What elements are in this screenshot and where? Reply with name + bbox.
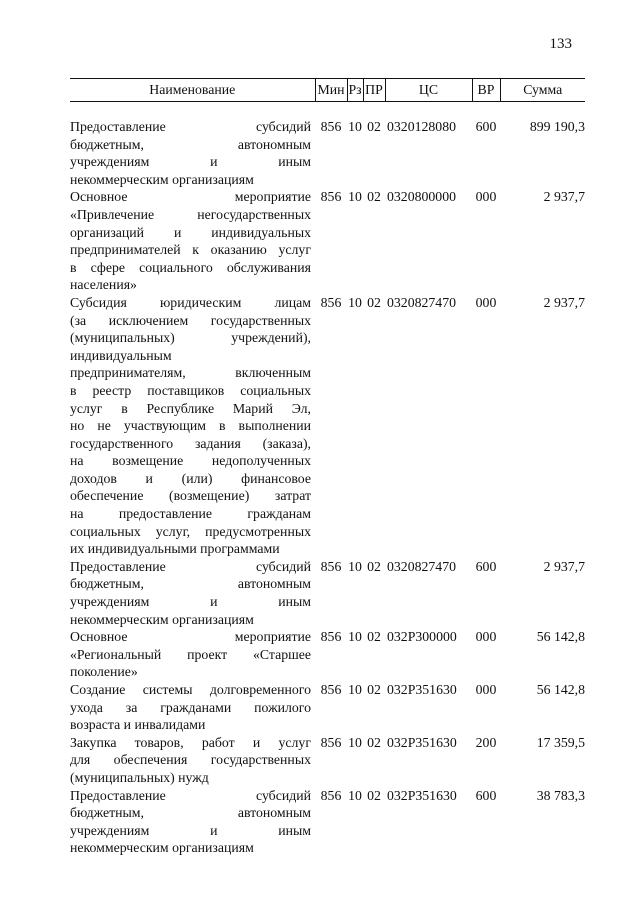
column-header-min: Мин bbox=[315, 79, 347, 102]
row-cs: 0320827470 bbox=[387, 558, 456, 574]
row-name bbox=[70, 294, 315, 558]
row-name bbox=[70, 734, 315, 787]
row-name-line: индивидуальным bbox=[70, 347, 172, 363]
column-header-pr: ПР bbox=[363, 79, 385, 102]
row-name-line: социальных услуг, предусмотренных bbox=[70, 523, 311, 539]
row-rz: 10 bbox=[348, 787, 362, 803]
row-name-line: «Привлечение негосударственных bbox=[70, 206, 311, 222]
row-vr: 600 bbox=[475, 787, 497, 803]
row-name-line: Создание системы долговременного bbox=[70, 682, 311, 697]
table-row bbox=[70, 628, 585, 681]
table-row bbox=[70, 681, 585, 734]
row-name-line: для обеспечения государственных bbox=[70, 752, 311, 768]
row-name-line: «Региональный проект «Старшее bbox=[70, 646, 311, 662]
row-sum: 2 937,7 bbox=[543, 558, 585, 574]
header-spacer bbox=[70, 102, 585, 119]
row-pr: 02 bbox=[367, 629, 381, 645]
row-name-line: услуг в Республике Марий Эл, bbox=[70, 400, 311, 416]
row-name-line: (за исключением государственных bbox=[70, 312, 311, 328]
row-vr: 000 bbox=[475, 189, 497, 205]
table-header bbox=[70, 79, 585, 102]
row-name-line: бюджетным, автономным bbox=[70, 805, 311, 821]
column-header-sum: Сумма bbox=[500, 79, 585, 102]
row-min: 856 bbox=[320, 558, 342, 574]
table-row bbox=[70, 787, 585, 857]
row-name-line: населения» bbox=[70, 277, 137, 293]
row-rz: 10 bbox=[348, 734, 362, 750]
row-name-line: возраста и инвалидами bbox=[70, 717, 206, 733]
row-sum: 56 142,8 bbox=[536, 629, 585, 645]
column-header-vr: ВР bbox=[472, 79, 500, 102]
row-name-line: государственного задания (заказа), bbox=[70, 435, 311, 451]
row-rz: 10 bbox=[348, 558, 362, 574]
row-sum: 38 783,3 bbox=[536, 787, 585, 803]
row-name-line: но не участвующим в выполнении bbox=[70, 418, 311, 434]
row-pr: 02 bbox=[367, 294, 381, 310]
row-vr: 600 bbox=[475, 558, 497, 574]
row-name-line: организаций и индивидуальных bbox=[70, 224, 311, 240]
row-name-line: некоммерческим организациям bbox=[70, 611, 254, 627]
table-row bbox=[70, 188, 585, 294]
row-name-line: в сфере социального обслуживания bbox=[70, 259, 311, 275]
row-name-line: некоммерческим организациям bbox=[70, 171, 254, 187]
row-name-line: Закупка товаров, работ и услуг bbox=[70, 734, 311, 750]
row-name-line: (муниципальных) нужд bbox=[70, 769, 209, 785]
table-row bbox=[70, 734, 585, 787]
row-name-line: бюджетным, автономным bbox=[70, 136, 311, 152]
row-name bbox=[70, 681, 315, 734]
row-sum: 17 359,5 bbox=[536, 734, 585, 750]
row-name-line: ухода за гражданами пожилого bbox=[70, 699, 311, 715]
row-name-line: предпринимателей к оказанию услуг bbox=[70, 242, 311, 258]
table-row bbox=[70, 294, 585, 558]
row-vr: 000 bbox=[475, 682, 497, 697]
row-name-line: на возмещение недополученных bbox=[70, 453, 311, 469]
row-vr: 200 bbox=[475, 734, 497, 750]
row-rz: 10 bbox=[348, 629, 362, 645]
row-vr: 000 bbox=[475, 294, 497, 310]
row-sum: 2 937,7 bbox=[543, 294, 585, 310]
row-name-line: поколение» bbox=[70, 664, 138, 680]
row-min: 856 bbox=[320, 629, 342, 645]
row-sum: 56 142,8 bbox=[536, 682, 585, 697]
page-number: 133 bbox=[549, 36, 572, 52]
row-name-line: учреждениям и иным bbox=[70, 154, 311, 170]
row-name bbox=[70, 118, 315, 188]
row-min: 856 bbox=[320, 682, 342, 697]
row-min: 856 bbox=[320, 189, 342, 205]
row-name-line: Субсидия юридическим лицам bbox=[70, 294, 311, 310]
row-rz: 10 bbox=[348, 682, 362, 697]
row-pr: 02 bbox=[367, 558, 381, 574]
row-rz: 10 bbox=[348, 119, 362, 134]
row-name bbox=[70, 628, 315, 681]
row-name-line: их индивидуальными программами bbox=[70, 541, 280, 557]
row-pr: 02 bbox=[367, 682, 381, 697]
table-row bbox=[70, 558, 585, 628]
row-name-line: бюджетным, автономным bbox=[70, 576, 311, 592]
row-sum: 899 190,3 bbox=[529, 119, 585, 134]
row-name-line: Предоставление субсидий bbox=[70, 558, 311, 574]
row-name bbox=[70, 558, 315, 628]
column-header-cs: ЦС bbox=[385, 79, 472, 102]
row-name-line: предпринимателям, включенным bbox=[70, 365, 311, 381]
row-cs: 0320827470 bbox=[387, 294, 456, 310]
row-pr: 02 bbox=[367, 787, 381, 803]
row-rz: 10 bbox=[348, 189, 362, 205]
table-row bbox=[70, 118, 585, 188]
row-cs: 0320128080 bbox=[387, 119, 456, 134]
column-header-name: Наименование bbox=[70, 79, 315, 102]
row-cs: 0320800000 bbox=[387, 189, 456, 205]
row-pr: 02 bbox=[367, 119, 381, 134]
row-min: 856 bbox=[320, 734, 342, 750]
row-vr: 000 bbox=[475, 629, 497, 645]
row-name bbox=[70, 787, 315, 857]
row-name-line: учреждениям и иным bbox=[70, 594, 311, 610]
column-header-rz: Рз bbox=[347, 79, 363, 102]
row-pr: 02 bbox=[367, 734, 381, 750]
row-name-line: обеспечение (возмещение) затрат bbox=[70, 488, 311, 504]
row-name-line: Предоставление субсидий bbox=[70, 119, 311, 134]
table-body bbox=[70, 102, 585, 857]
row-cs: 032Р351630 bbox=[387, 734, 457, 750]
row-name-line: Основное мероприятие bbox=[70, 629, 311, 645]
row-name-line: Предоставление субсидий bbox=[70, 787, 311, 803]
row-sum: 2 937,7 bbox=[543, 189, 585, 205]
row-pr: 02 bbox=[367, 189, 381, 205]
row-min: 856 bbox=[320, 294, 342, 310]
row-name-line: на предоставление гражданам bbox=[70, 506, 311, 522]
row-name-line: (муниципальных) учреждений), bbox=[70, 330, 311, 346]
row-name-line: доходов и (или) финансовое bbox=[70, 470, 311, 486]
row-vr: 600 bbox=[475, 119, 497, 134]
row-cs: 032Р351630 bbox=[387, 787, 457, 803]
budget-table bbox=[70, 78, 585, 857]
row-name-line: некоммерческим организациям bbox=[70, 840, 254, 856]
row-name bbox=[70, 188, 315, 294]
row-name-line: учреждениям и иным bbox=[70, 822, 311, 838]
row-cs: 032Р300000 bbox=[387, 629, 457, 645]
row-rz: 10 bbox=[348, 294, 362, 310]
row-cs: 032Р351630 bbox=[387, 682, 457, 697]
row-min: 856 bbox=[320, 787, 342, 803]
row-name-line: Основное мероприятие bbox=[70, 189, 311, 205]
row-name-line: в реестр поставщиков социальных bbox=[70, 382, 311, 398]
row-min: 856 bbox=[320, 119, 342, 134]
